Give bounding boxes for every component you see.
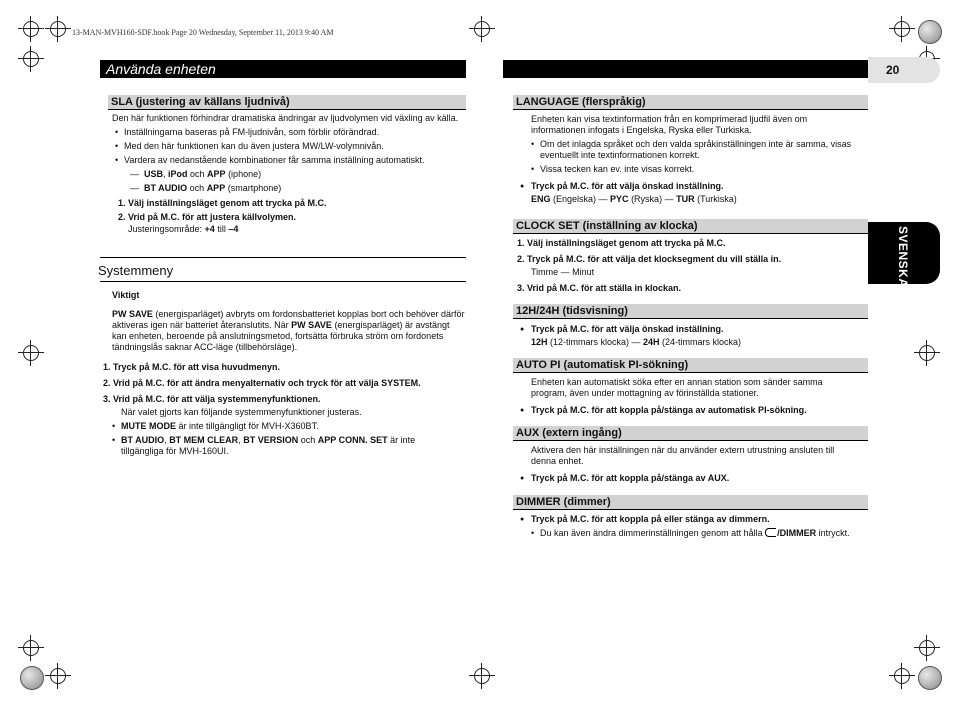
sla-bullet: • Med den här funktionen kan du även justera MW/LW-volymnivån.	[124, 141, 466, 152]
dimmer-step: ● Tryck på M.C. för att koppla på eller stänga av dimmern.	[531, 514, 868, 525]
autopi-step: ● Tryck på M.C. för att koppla på/stänga av automatisk PI-sökning.	[531, 405, 868, 416]
language-step: ● Tryck på M.C. för att välja önskad inställning.	[531, 181, 868, 192]
systemmeny-bullet: • BT AUDIO, BT MEM CLEAR, BT VERSION och APP CONN. SET är inte tillgängliga för MVH-160UI.	[121, 435, 441, 457]
color-bar-icon	[918, 20, 942, 44]
sla-bullet: • Inställningarna baseras på FM-ljudnivån, som förblir oförändrad.	[124, 127, 466, 138]
language-bullet: • Vissa tecken kan ev. inte visas korrekt.	[540, 164, 868, 175]
clock-step-3: 3. Vrid på M.C. för att ställa in klockan.	[517, 283, 682, 293]
h12-heading: 12H/24H (tidsvisning)	[513, 304, 868, 319]
color-bar-icon	[20, 666, 44, 690]
sla-step-2: 2. Vrid på M.C. för att justera källvolymen.	[118, 212, 297, 222]
systemmeny-bullet: • MUTE MODE är inte tillgängligt för MVH-X360BT.	[121, 421, 465, 432]
registration-mark-icon	[45, 663, 71, 689]
sla-bullet: • Vardera av nedanstående kombinationer får samma inställning automatiskt.	[124, 155, 466, 166]
sla-combo-usb-ipod-app: — USB, iPod och APP (iphone)	[144, 169, 466, 180]
dimmer-bullet: • Du kan även ändra dimmerinställningen genom att hålla /DIMMER intryckt.	[540, 528, 868, 539]
clock-step-2: 2. Tryck på M.C. för att välja det klocksegment du vill ställa in.	[517, 254, 782, 264]
aux-heading: AUX (extern ingång)	[513, 426, 868, 441]
clock-step-1: 1. Välj inställningsläget genom att trycka på M.C.	[517, 238, 726, 248]
registration-mark-icon	[18, 16, 44, 42]
color-bar-icon	[918, 666, 942, 690]
important-label: Viktigt	[112, 290, 140, 300]
registration-mark-icon	[469, 663, 495, 689]
right-column	[513, 95, 868, 539]
aux-step: ● Tryck på M.C. för att koppla på/stänga av AUX.	[531, 473, 868, 484]
h12-step: ● Tryck på M.C. för att välja önskad inställning.	[531, 324, 868, 335]
clock-heading: CLOCK SET (inställning av klocka)	[513, 219, 868, 234]
page-number: 20	[868, 57, 940, 83]
registration-mark-icon	[45, 16, 71, 42]
sla-intro: Den här funktionen förhindrar dramatiska ändringar av ljudvolymen vid växling av källa.	[112, 113, 459, 123]
sla-combo-btaudio-app: — BT AUDIO och APP (smartphone)	[144, 183, 466, 194]
systemmeny-body	[103, 290, 465, 457]
autopi-heading: AUTO PI (automatisk PI-sökning)	[513, 358, 868, 373]
book-header-line: 13-MAN-MVH160-SDF.book Page 20 Wednesday, September 11, 2013 9:40 AM	[72, 28, 334, 37]
language-tab	[868, 222, 940, 288]
systemmeny-step-1: 1. Tryck på M.C. för att visa huvudmenyn.	[103, 362, 281, 372]
aux-intro: Aktivera den här inställningen när du använder extern utrustning ansluten till denna enhet.	[531, 445, 835, 466]
section-rule	[100, 281, 466, 282]
registration-mark-icon	[914, 340, 940, 366]
systemmeny-note: När valet gjorts kan följande systemmenyfunktioner justeras.	[121, 407, 362, 417]
dimmer-heading: DIMMER (dimmer)	[513, 495, 868, 510]
left-column	[108, 95, 466, 235]
h12-options: 12H (12-timmars klocka) — 24H (24-timmars klocka)	[531, 337, 742, 347]
sla-heading: SLA (justering av källans ljudnivå)	[108, 95, 466, 110]
registration-mark-icon	[469, 16, 495, 42]
systemmeny-step-2: 2. Vrid på M.C. för att ändra menyalternativ och tryck för att välja SYSTEM.	[103, 378, 421, 388]
registration-mark-icon	[18, 46, 44, 72]
clock-sub: Timme — Minut	[531, 267, 595, 277]
title-bar-right	[503, 60, 868, 78]
registration-mark-icon	[914, 635, 940, 661]
language-heading: LANGUAGE (flerspråkig)	[513, 95, 868, 110]
registration-mark-icon	[889, 663, 915, 689]
language-intro: Enheten kan visa textinformation från en komprimerad ljudfil även om informationen infogats i Engelska, Ryska eller Turkiska.	[531, 114, 808, 135]
important-text: PW SAVE (energisparläget) avbryts om fordonsbatteriet kopplas bort och behöver därför aktiveras igen när batteriet återanslutits. När PW SAVE (energisparläget) är avstängt kan enheten, beroende på anslutningsmetod, fortsätta förbruka ström om fordonets tändningslås saknar ACC-läge (tillbehörsläge).	[112, 309, 465, 352]
systemmeny-heading: Systemmeny	[98, 263, 174, 278]
autopi-intro: Enheten kan automatiskt söka efter en annan station som sänder samma program, även under mottagning av förinställda stationer.	[531, 377, 823, 398]
language-options: ENG (Engelska) — PYC (Ryska) — TUR (Turkiska)	[531, 194, 737, 204]
sla-range: Justeringsområde: +4 till –4	[128, 224, 239, 234]
chapter-title: Använda enheten	[100, 60, 466, 78]
sla-step-1: 1. Välj inställningsläget genom att trycka på M.C.	[118, 198, 327, 208]
registration-mark-icon	[889, 16, 915, 42]
systemmeny-step-3: 3. Vrid på M.C. för att välja systemmenyfunktionen.	[103, 394, 321, 404]
language-bullet: • Om det inlagda språket och den valda språkinställningen inte är samma, visas eventuellt inte textinformationen korrekt.	[540, 139, 860, 161]
section-rule	[100, 257, 466, 258]
source-button-icon	[765, 528, 776, 537]
registration-mark-icon	[18, 635, 44, 661]
registration-mark-icon	[18, 340, 44, 366]
language-tab-label: SVENSKA	[896, 226, 910, 288]
